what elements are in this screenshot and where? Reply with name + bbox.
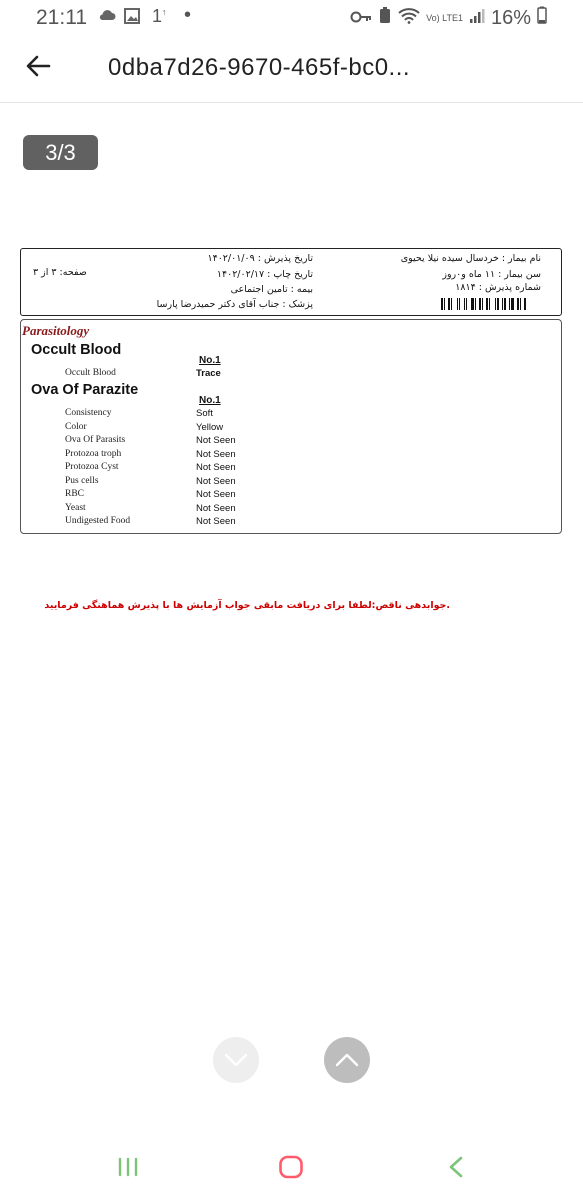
section-title: Parasitology bbox=[22, 323, 90, 338]
chevron-down-icon bbox=[224, 1053, 248, 1067]
test-heading-ova-of-parazite: Ova Of Parazite bbox=[31, 382, 139, 398]
patient-age: سن بیمار : ۱۱ ماه و۰روز bbox=[442, 269, 541, 280]
row-label: Yeast bbox=[65, 503, 86, 513]
row-value: Not Seen bbox=[196, 462, 236, 473]
battery-percent: 16% bbox=[490, 6, 531, 29]
battery-icon bbox=[537, 6, 547, 30]
row-value: Not Seen bbox=[196, 476, 236, 487]
results-box bbox=[20, 319, 562, 534]
network-label: Vo) LTE1 bbox=[426, 12, 463, 23]
test-heading-occult-blood: Occult Blood bbox=[31, 342, 122, 358]
status-bar bbox=[0, 0, 583, 36]
status-right-group bbox=[350, 6, 547, 30]
wifi-icon bbox=[398, 7, 420, 30]
system-navigation-bar bbox=[0, 1140, 583, 1200]
admission-number: شماره پذیرش : ۱۸۱۴ bbox=[455, 282, 541, 293]
column-header-no1: No.1 bbox=[199, 355, 221, 366]
row-value: Not Seen bbox=[196, 503, 236, 514]
row-label: Undigested Food bbox=[65, 516, 131, 526]
page-of: صفحه: ۳ از ۳ bbox=[33, 267, 87, 278]
next-page-button[interactable] bbox=[213, 1037, 259, 1083]
previous-page-button[interactable] bbox=[324, 1037, 370, 1083]
row-label: Protozoa Cyst bbox=[65, 462, 119, 472]
home-button[interactable] bbox=[271, 1152, 311, 1182]
back-button[interactable] bbox=[22, 50, 54, 82]
admission-date: تاریخ پذیرش : ۱۴۰۲/۰۱/۰۹ bbox=[207, 253, 313, 264]
column-header-no1: No.1 bbox=[199, 395, 221, 406]
app-bar bbox=[0, 36, 583, 103]
report-header bbox=[20, 248, 562, 316]
row-label: Color bbox=[65, 422, 87, 432]
row-label: Protozoa troph bbox=[65, 449, 122, 459]
incomplete-result-note: .جوابدهی ناقص:لطفا برای دریافت مابقی جواب آزمایش ها با پذیرش هماهنگی فرمایید bbox=[44, 600, 450, 611]
system-back-icon bbox=[448, 1156, 464, 1178]
battery-saver-icon bbox=[378, 6, 392, 30]
row-value: Soft bbox=[196, 408, 213, 419]
signal-icon bbox=[469, 7, 485, 30]
status-time: 21:11 bbox=[36, 6, 87, 29]
insurance: بیمه : تامین اجتماعی bbox=[230, 284, 313, 295]
gallery-icon bbox=[124, 8, 140, 29]
patient-name: نام بیمار : خردسال سیده نیلا یحیوی bbox=[400, 253, 541, 264]
row-value: Not Seen bbox=[196, 449, 236, 460]
row-label: RBC bbox=[65, 489, 85, 499]
key-icon bbox=[350, 7, 372, 30]
data-saver-icon: 1↑ bbox=[152, 6, 167, 26]
row-label: Ova Of Parasits bbox=[65, 435, 126, 445]
recents-icon bbox=[117, 1157, 139, 1177]
physician: پزشک : جناب آقای دکتر حمیدرضا پارسا bbox=[156, 299, 313, 310]
row-label: Occult Blood bbox=[65, 368, 116, 378]
arrow-left-icon bbox=[25, 55, 51, 77]
cloud-icon bbox=[98, 8, 116, 27]
document-title: 0dba7d26-9670-465f-bc0... bbox=[108, 54, 411, 81]
recents-button[interactable] bbox=[108, 1152, 148, 1182]
row-value: Not Seen bbox=[196, 489, 236, 500]
chevron-up-icon bbox=[335, 1053, 359, 1067]
row-label: Pus cells bbox=[65, 476, 99, 486]
row-value: Yellow bbox=[196, 422, 224, 433]
row-value: Trace bbox=[196, 368, 221, 379]
barcode-image bbox=[441, 298, 539, 310]
notification-dot-icon: • bbox=[184, 4, 192, 26]
system-back-button[interactable] bbox=[436, 1152, 476, 1182]
home-icon bbox=[278, 1155, 304, 1179]
print-date: تاریخ چاپ : ۱۴۰۲/۰۲/۱۷ bbox=[216, 269, 313, 280]
row-label: Consistency bbox=[65, 408, 112, 418]
row-value: Not Seen bbox=[196, 435, 236, 446]
row-value: Not Seen bbox=[196, 516, 236, 527]
page-indicator-badge: 3/3 bbox=[23, 135, 98, 170]
